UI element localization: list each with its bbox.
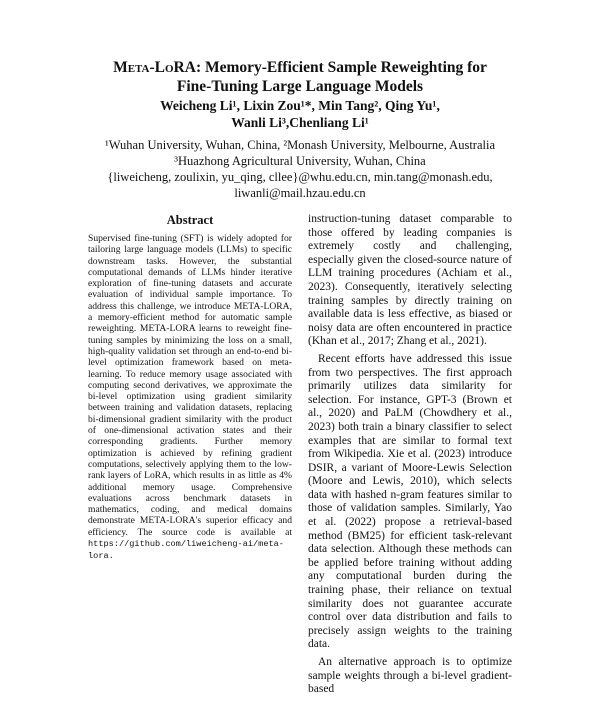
title-line1-rest: : Memory-Efficient Sample Reweighting for [195,59,487,76]
title-line2: Fine-Tuning Large Language Models [176,78,424,95]
source-code-link[interactable]: https://github.com/liweicheng-ai/meta-lora. [88,539,284,562]
abstract-heading: Abstract [166,213,214,227]
authors-line1: Weicheng Li¹, Lixin Zou¹*, Min Tang², Qing Yu¹, [160,98,440,113]
affiliation-line1: ¹Wuhan University, Wuhan, China, ²Monash University, Melbourne, Australia [105,138,495,152]
authors-line2: Wanli Li³,Chenliang Li¹ [231,115,369,130]
intro-paragraph-1: instruction-tuning dataset comparable to those offered by leading companies is extremely costly and challenging, especially given the closed-source nature of LLM training procedures (Achiam et al., 2023). Consequently, iteratively selecting training samples by directly training on available data is less effective, as biased or noisy data are often encountered in practice (Khan et al., 2017; Zhang et al., 2021). [308,213,512,348]
affiliation-line2: ³Huazhong Agricultural University, Wuhan, China [174,154,426,168]
authors-block [0,97,600,131]
affiliation-emails: {liweicheng, zoulixin, yu_qing, cllee}@whu.edu.cn, min.tang@monash.edu, [107,170,493,184]
right-column [308,213,512,701]
affiliation-email-2: liwanli@mail.hzau.edu.cn [234,186,366,200]
intro-paragraph-2: Recent efforts have addressed this issue from two perspectives. The first approach primarily utilizes data similarity for selection. For instance, GPT-3 (Brown et al., 2020) and PaLM (Chowdhery et al., 2023) both train a binary classifier to select examples that are similar to formal text from Wikipedia. Xie et al. (2023) introduce DSIR, a variant of Moore-Lewis Selection (Moore and Lewis, 2010), which selects data with hashed n-gram features similar to those of validation samples. Similarly, Yao et al. (2022) propose a retrieval-based method (BM25) for efficient task-relevant data selection. Although these methods can be applied before training without adding any computational burden during the training phase, their reliance on textual similarity does not guarantee accurate control over data distribution and fails to precisely assign weights to the training data. [308,352,512,651]
abstract-text: Supervised fine-tuning (SFT) is widely adopted for tailoring large language models (LLMs) to specific downstream tasks. However, the substantial computational demands of LLMs hinder iterative exploration of fine-tuning datasets and accurate evaluation of individual sample importance. To address this challenge, we introduce META-LORA, a memory-efficient method for automatic sample reweighting. META-LORA learns to reweight fine-tuning samples by minimizing the loss on a small, high-quality validation set through an end-to-end bi-level optimization framework based on meta-learning. To reduce memory usage associated with computing second derivatives, we approximate the bi-level optimization using gradient similarity between training and validation datasets, replacing bi-dimensional gradient similarity with the product of one-dimensional activation states and their corresponding gradients. Further memory optimization is achieved by refining gradient computations, selectively applying them to the low-rank layers of LoRA, which results in as little as 4% additional memory usage. Comprehensive evaluations across benchmark datasets in mathematics, coding, and medical domains demonstrate META-LORA's superior efficacy and efficiency. The source code is available at [88,233,292,538]
intro-paragraph-3: An alternative approach is to optimize sample weights through a bi-level gradient-based [308,656,512,696]
title-method-name: Meta-LoRA [113,59,196,76]
paper-title [0,58,600,96]
affiliations-block [0,137,600,201]
abstract-body [88,233,292,563]
